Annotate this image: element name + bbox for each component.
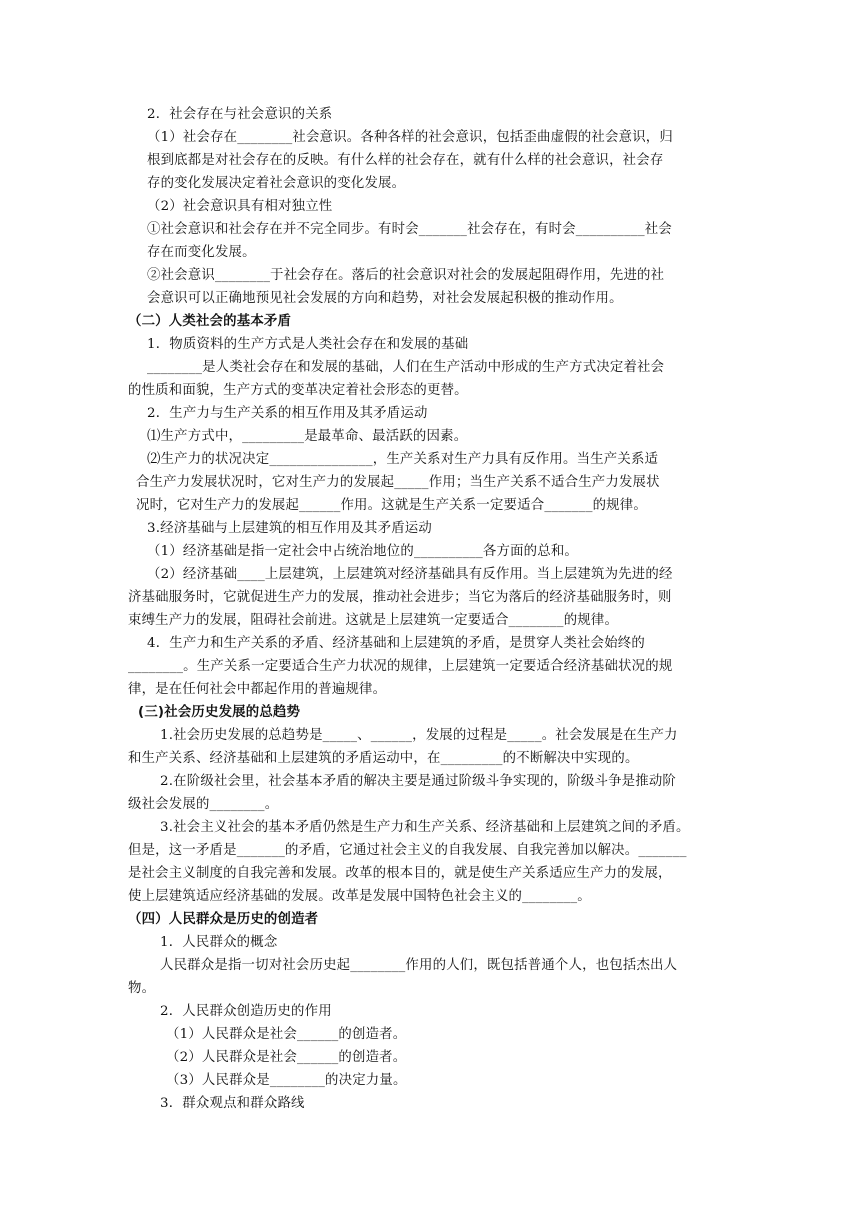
section-heading-bold: （四）人民群众是历史的创造者: [128, 912, 319, 927]
subheading-line: 3.经济基础与上层建筑的相互作用及其矛盾运动: [147, 521, 432, 536]
paragraph-line: 况时，它对生产力的发展起______作用。这就是生产关系一定要适合_______的规律。: [136, 498, 647, 513]
paragraph-line: ________是人类社会存在和发展的基础，人们在生产活动中形成的生产方式决定着社会: [147, 360, 665, 375]
paragraph-line: 4．生产力和生产关系的矛盾、经济基础和上层建筑的矛盾，是贯穿人类社会始终的: [147, 636, 645, 651]
subheading-line: （2）社会意识具有相对独立性: [147, 199, 333, 214]
subheading-line: 3．群众观点和群众路线: [160, 1096, 305, 1111]
paragraph-line: 是社会主义制度的自我完善和发展。改革的根本目的，就是使生产关系适应生产力的发展，: [128, 866, 672, 881]
paragraph-line: 会意识可以正确地预见社会发展的方向和趋势，对社会发展起积极的推动作用。: [147, 291, 623, 306]
paragraph-line: 但是，这一矛盾是_______的矛盾，它通过社会主义的自我发展、自我完善加以解决。_______: [128, 843, 687, 858]
paragraph-line: 人民群众是指一切对社会历史起________作用的人们，既包括普通个人，也包括杰出人: [160, 958, 678, 973]
paragraph-line: 1.社会历史发展的总趋势是_____、______，发展的过程是_____。社会发展是在生产力: [160, 728, 678, 743]
paragraph-line: （3）人民群众是________的决定力量。: [166, 1073, 407, 1088]
paragraph-line: 存在而变化发展。: [147, 245, 256, 260]
subheading-line: 1．物质资料的生产方式是人类社会存在和发展的基础: [147, 337, 469, 352]
paragraph-line: 3.社会主义社会的基本矛盾仍然是生产力和生产关系、经济基础和上层建筑之间的矛盾。: [160, 820, 690, 835]
paragraph-line: 使上层建筑适应经济基础的发展。改革是发展中国特色社会主义的________。: [128, 889, 591, 904]
paragraph-line: ②社会意识________于社会存在。落后的社会意识对社会的发展起阻碍作用，先进的社: [147, 268, 665, 283]
paragraph-line: （1）社会存在________社会意识。各种各样的社会意识，包括歪曲虚假的社会意识，归: [147, 130, 673, 145]
subheading-line: 1．人民群众的概念: [160, 935, 278, 950]
paragraph-line: 律，是在任何社会中都起作用的普遍规律。: [128, 682, 387, 697]
paragraph-line: ⑵生产力的状况决定_______________，生产关系对生产力具有反作用。当生产关系适: [147, 452, 659, 467]
paragraph-line: 和生产关系、经济基础和上层建筑的矛盾运动中，在_________的不断解决中实现的。: [128, 751, 639, 766]
paragraph-line: （2）人民群众是社会______的创造者。: [166, 1050, 407, 1065]
section-heading-2: 2．社会存在与社会意识的关系: [147, 107, 333, 122]
paragraph-line: ________。生产关系一定要适合生产力状况的规律，上层建筑一定要适合经济基础状况的规: [128, 659, 673, 674]
paragraph-line: 合生产力发展状况时，它对生产力的发展起_____作用；当生产关系不适合生产力发展状: [136, 475, 660, 490]
paragraph-line: 束缚生产力的发展，阻碍社会前进。这就是上层建筑一定要适合________的规律。: [128, 613, 619, 628]
paragraph-line: 根到底都是对社会存在的反映。有什么样的社会存在，就有什么样的社会意识，社会存: [147, 153, 664, 168]
paragraph-line: （1）经济基础是指一定社会中占统治地位的__________各方面的总和。: [147, 544, 579, 559]
paragraph-line: ①社会意识和社会存在并不完全同步。有时会_______社会存在，有时会__________社会: [147, 222, 672, 237]
paragraph-line: 的性质和面貌，生产方式的变革决定着社会形态的更替。: [128, 383, 468, 398]
paragraph-line: （2）经济基础____上层建筑，上层建筑对经济基础具有反作用。当上层建筑为先进的经: [147, 567, 673, 582]
paragraph-line: 济基础服务时，它就促进生产力的发展，推动社会进步；当它为落后的经济基础服务时，则: [128, 590, 672, 605]
subheading-line: 2．生产力与生产关系的相互作用及其矛盾运动: [147, 406, 428, 421]
paragraph-line: （1）人民群众是社会______的创造者。: [166, 1027, 407, 1042]
paragraph-line: 存的变化发展决定着社会意识的变化发展。: [147, 176, 406, 191]
paragraph-line: 物。: [128, 981, 156, 996]
paragraph-line: 级社会发展的________。: [128, 797, 279, 812]
paragraph-line: 2.在阶级社会里，社会基本矛盾的解决主要是通过阶级斗争实现的，阶级斗争是推动阶: [160, 774, 677, 789]
section-heading-bold: （二）人类社会的基本矛盾: [128, 314, 292, 329]
section-heading-bold: (三)社会历史发展的总趋势: [138, 705, 301, 720]
subheading-line: 2．人民群众创造历史的作用: [160, 1004, 332, 1019]
paragraph-line: ⑴生产方式中，_________是最革命、最活跃的因素。: [147, 429, 468, 444]
